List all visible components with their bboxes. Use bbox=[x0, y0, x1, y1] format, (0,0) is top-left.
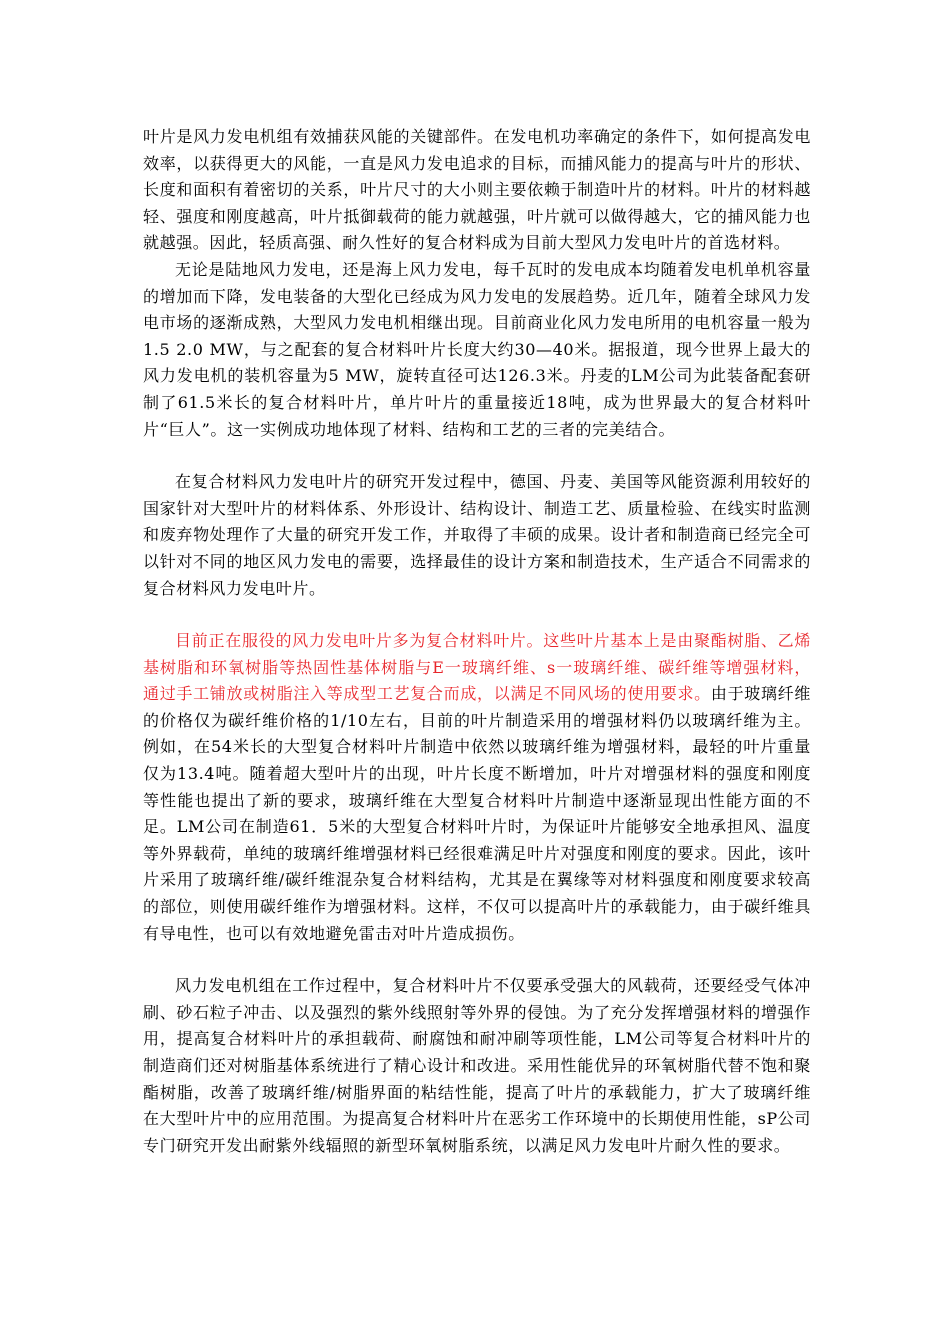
paragraph-research-development: 在复合材料风力发电叶片的研究开发过程中，德国、丹麦、美国等风能资源利用较好的国家针对大型叶片的材料体系、外形设计、结构设计、制造工艺、质量检验、在线实时监测和废弃物处理作了大量的研究开发工作，并取得了丰硕的成果。设计者和制造商已经完全可以针对不同的地区风力发电的需要，选择最佳的设计方案和制造技术，生产适合不同需求的复合材料风力发电叶片。 bbox=[143, 472, 811, 598]
document-body bbox=[143, 124, 811, 1159]
paragraph-blade-importance: 叶片是风力发电机组有效捕获风能的关键部件。在发电机功率确定的条件下，如何提高发电效率，以获得更大的风能，一直是风力发电追求的目标，而捕风能力的提高与叶片的形状、长度和面积有着密切的关系，叶片尺寸的大小则主要依赖于制造叶片的材料。叶片的材料越轻、强度和刚度越高，叶片抵御载荷的能力就越强，叶片就可以做得越大，它的捕风能力也就越强。因此，轻质高强、耐久性好的复合材料成为目前大型风力发电叶片的首选材料。 bbox=[143, 127, 811, 253]
paragraph-turbine-scaling: 无论是陆地风力发电，还是海上风力发电，每千瓦时的发电成本均随着发电机单机容量的增加而下降，发电装备的大型化已经成为风力发电的发展趋势。近几年，随着全球风力发电市场的逐渐成熟，大型风力发电机相继出现。目前商业化风力发电所用的电机容量一般为1.5 2.0 MW，与之配套的复合材料叶片长度大约30—40米。据报道，现今世界上最大的风力发电机的装机容量为5 MW，旋转直径可达126.3米。丹麦的LM公司为此装备配套研制了61.5米长的复合材料叶片，单片叶片的重量接近18吨，成为世界最大的复合材料叶片“巨人”。这一实例成功地体现了材料、结构和工艺的三者的完美结合。 bbox=[143, 259, 811, 439]
paragraph-resin-system: 风力发电机组在工作过程中，复合材料叶片不仅要承受强大的风载荷，还要经受气体冲刷、砂石粒子冲击、以及强烈的紫外线照射等外界的侵蚀。为了充分发挥增强材料的增强作用，提高复合材料叶片的承担载荷、耐腐蚀和耐冲刷等项性能，LM公司等复合材料叶片的制造商们还对树脂基体系统进行了精心设计和改进。采用性能优异的环氧树脂代替不饱和聚酯树脂，改善了玻璃纤维/树脂界面的粘结性能，提高了叶片的承载能力，扩大了玻璃纤维在大型叶片中的应用范围。为提高复合材料叶片在恶劣工作环境中的长期使用性能，sP公司专门研究开发出耐紫外线辐照的新型环氧树脂系统，以满足风力发电叶片耐久性的要求。 bbox=[143, 976, 811, 1155]
highlighted-text: 目前正在服役的风力发电叶片多为复合材料叶片。这些叶片基本上是由聚酯树脂、乙烯基树脂和环氧树脂等热固性基体树脂与E一玻璃纤维、s一玻璃纤维、碳纤维等增强材料，通过手工铺放或树脂注入等成型工艺复合而成，以满足不同风场的使用要求。 bbox=[143, 631, 811, 704]
paragraph-reinforcement-materials bbox=[143, 628, 811, 947]
paragraph-text: 由于玻璃纤维的价格仅为碳纤维价格的1/10左右，目前的叶片制造采用的增强材料仍以玻璃纤维为主。例如，在54米长的大型复合材料叶片制造中依然以玻璃纤维为增强材料，最轻的叶片重量仅为13.4吨。随着超大型叶片的出现，叶片长度不断增加，叶片对增强材料的强度和刚度等性能也提出了新的要求，玻璃纤维在大型复合材料叶片制造中逐渐显现出性能方面的不足。LM公司在制造61．5米的大型复合材料叶片时，为保证叶片能够安全地承担风、温度等外界载荷，单纯的玻璃纤维增强材料已经很难满足叶片对强度和刚度的要求。因此，该叶片采用了玻璃纤维/碳纤维混杂复合材料结构，尤其是在翼缘等对材料强度和刚度要求较高的部位，则使用碳纤维作为增强材料。这样，不仅可以提高叶片的承载能力，由于碳纤维具有导电性，也可以有效地避免雷击对叶片造成损伤。 bbox=[143, 684, 811, 943]
